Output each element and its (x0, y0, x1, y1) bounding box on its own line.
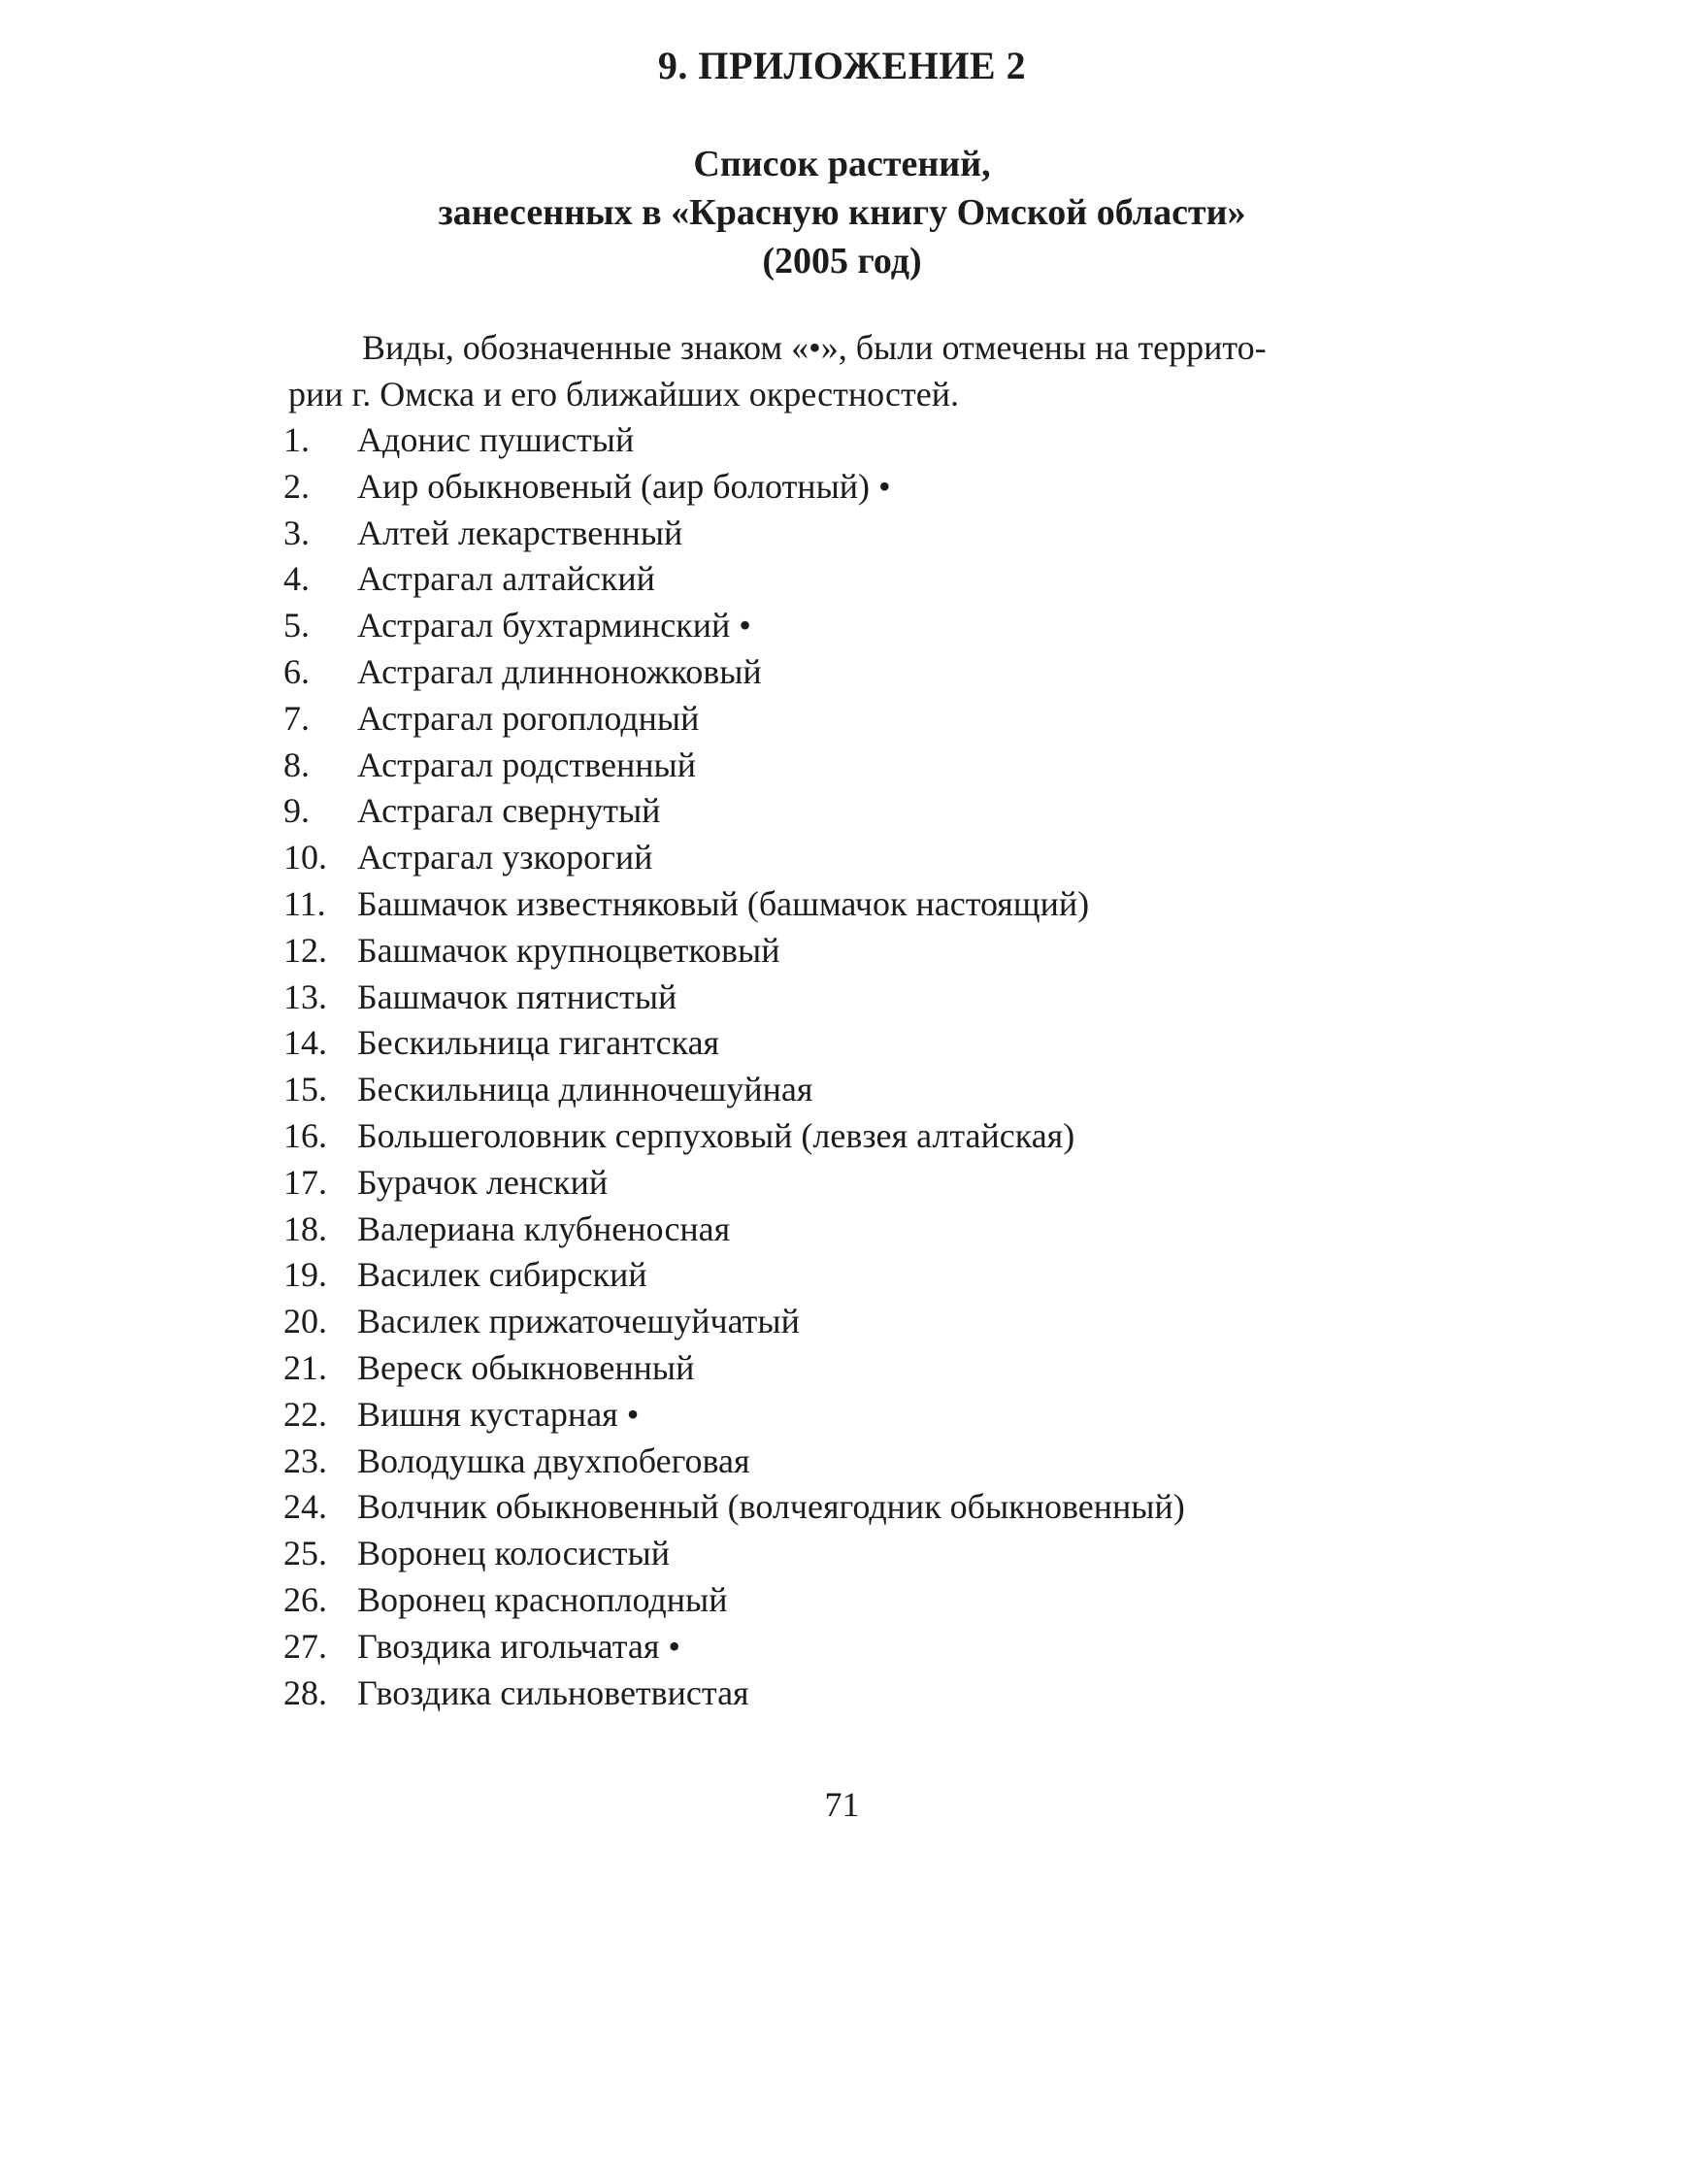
list-item (283, 1299, 1448, 1345)
intro-line-1: Виды, обозначенные знаком «•», были отмечены на террито- (362, 328, 1267, 367)
intro-line-2: рии г. Омска и его ближайших окрестностей. (288, 375, 959, 414)
page-number: 71 (824, 1785, 860, 1824)
list-heading (0, 140, 1684, 285)
list-item-name: Василек прижаточешуйчатый (357, 1302, 800, 1341)
list-item-number: 16. (283, 1115, 327, 1155)
list-item-name: Бескильница гигантская (357, 1023, 720, 1063)
list-item-name: Астрагал родственный (357, 745, 696, 784)
list-item-number: 4. (283, 559, 310, 599)
section-title: 9. ПРИЛОЖЕНИЕ 2 (657, 44, 1027, 87)
list-item (283, 1484, 1448, 1531)
list-item-number: 5. (283, 606, 310, 645)
list-item-number: 9. (283, 791, 310, 831)
list-item-number: 22. (283, 1394, 327, 1434)
list-item (283, 417, 1448, 464)
list-item-name: Гвоздика сильноветвистая (357, 1672, 749, 1712)
list-item-number: 3. (283, 513, 310, 552)
list-item-name: Вереск обыкновенный (357, 1347, 695, 1387)
list-item (283, 1113, 1448, 1160)
list-item-number: 23. (283, 1440, 327, 1480)
list-item-name: Алтей лекарственный (357, 513, 683, 552)
list-item-number: 20. (283, 1302, 327, 1341)
list-item-number: 24. (283, 1487, 327, 1527)
list-item-name: Аир обыкновеный (аир болотный) • (357, 466, 891, 506)
list-item-name: Астрагал алтайский (357, 559, 655, 599)
list-item (283, 464, 1448, 511)
list-item (283, 835, 1448, 881)
list-item-name: Волчник обыкновенный (волчеягодник обыкновенный) (357, 1487, 1185, 1527)
heading-line-3: (2005 год) (762, 241, 922, 281)
list-item-number: 27. (283, 1626, 327, 1666)
list-item-name: Володушка двухпобеговая (357, 1440, 750, 1480)
list-item-number: 18. (283, 1208, 327, 1248)
list-item-number: 25. (283, 1534, 327, 1573)
list-item-name: Воронец красноплодный (357, 1579, 728, 1619)
list-item-number: 10. (283, 838, 327, 877)
list-item (283, 743, 1448, 789)
heading-line-1: Список растений, (693, 144, 991, 184)
list-item-name: Астрагал бухтарминский • (357, 606, 751, 645)
list-item-number: 26. (283, 1579, 327, 1619)
list-item (283, 1160, 1448, 1207)
list-item (283, 1067, 1448, 1113)
list-item (283, 649, 1448, 696)
species-list (283, 417, 1448, 1716)
list-item-number: 1. (283, 420, 310, 459)
list-item-name: Астрагал свернутый (357, 791, 661, 831)
list-item-number: 2. (283, 466, 310, 506)
list-item (283, 696, 1448, 743)
list-item (283, 1345, 1448, 1392)
list-item-name: Бурачок ленский (357, 1162, 609, 1202)
list-item-name: Воронец колосистый (357, 1534, 670, 1573)
list-item (283, 881, 1448, 928)
list-item-number: 21. (283, 1347, 327, 1387)
list-item-name: Большеголовник серпуховый (левзея алтайская) (357, 1115, 1075, 1155)
list-item (283, 1439, 1448, 1485)
list-item (283, 1671, 1448, 1717)
intro-paragraph (288, 324, 1409, 417)
list-item-number: 6. (283, 651, 310, 691)
list-item-name: Астрагал длинноножковый (357, 651, 762, 691)
list-item-number: 15. (283, 1070, 327, 1109)
list-item (283, 511, 1448, 557)
list-item-number: 13. (283, 976, 327, 1016)
list-item-name: Адонис пушистый (357, 420, 635, 459)
list-item-name: Астрагал рогоплодный (357, 698, 700, 738)
list-item (283, 1207, 1448, 1253)
list-item (283, 1020, 1448, 1067)
list-item-name: Бескильница длинночешуйная (357, 1070, 813, 1109)
list-item-number: 8. (283, 745, 310, 784)
list-item-name: Гвоздика игольчатая • (357, 1626, 681, 1666)
list-item (283, 975, 1448, 1021)
list-item-number: 17. (283, 1162, 327, 1202)
heading-line-2: занесенных в «Красную книгу Омской области» (438, 192, 1246, 233)
list-item-name: Вишня кустарная • (357, 1394, 640, 1434)
list-item-name: Башмачок крупноцветковый (357, 930, 780, 970)
list-item-name: Башмачок пятнистый (357, 976, 677, 1016)
list-item-number: 7. (283, 698, 310, 738)
list-item (283, 603, 1448, 649)
list-item (283, 1392, 1448, 1439)
list-item-number: 14. (283, 1023, 327, 1063)
list-item (283, 1531, 1448, 1577)
list-item-number: 28. (283, 1672, 327, 1712)
list-item-number: 12. (283, 930, 327, 970)
list-item (283, 928, 1448, 975)
list-item-name: Валериана клубненосная (357, 1208, 731, 1248)
list-item (283, 1252, 1448, 1299)
list-item (283, 1577, 1448, 1624)
list-item (283, 1624, 1448, 1671)
list-item (283, 788, 1448, 835)
list-item-number: 11. (283, 883, 326, 923)
list-item-name: Астрагал узкорогий (357, 838, 653, 877)
list-item (283, 556, 1448, 603)
list-item-number: 19. (283, 1255, 327, 1295)
list-item-name: Башмачок известняковый (башмачок настоящий) (357, 883, 1090, 923)
list-item-name: Василек сибирский (357, 1255, 647, 1295)
